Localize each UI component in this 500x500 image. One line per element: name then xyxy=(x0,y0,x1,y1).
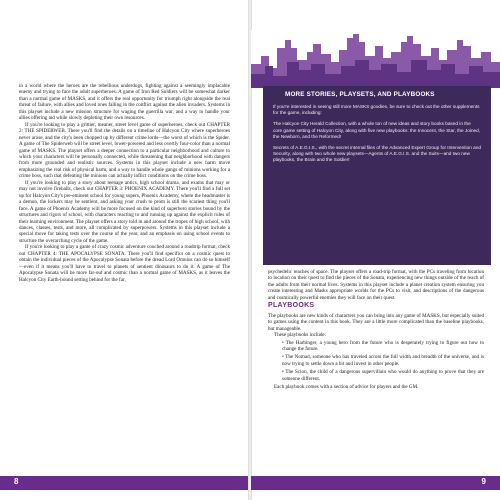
sidebar-paragraph: If you're interested in seeing still more MASKS goodies, be sure to check out the other supplements for the game, including: xyxy=(273,104,480,116)
paragraph: If you're looking to play a game of crazy cosmic adventure couched around a roadtrip format, check out CHAPTER 4: THE APOCALYPSE SONATA. There you'll find specifics on a cosmic quest to obtain the individual pieces of the Apocalypse Sonata before the dread Lord Omnius can do so himself—even if it means you'll have to travel to planets of sentient dinosaurs to do it. A game of The Apocalypse Sonata will be more far-out and cosmic than a normal game of MASKS, as it leaves the Halcyon City Earth-bound setting behind for the far, xyxy=(19,244,230,283)
paragraph: Each playbook comes with a section of advice for players and the GM. xyxy=(274,384,419,391)
paragraph: The playbooks are new kinds of characters you can bring into any game of MASKS, but especially suited to games using the content in this book. They are a little more complicated than the baseline playbooks, but manageable. xyxy=(268,312,484,332)
list-item: • The Scion, the child of a dangerous supervillain who would do anything to prove that they are someone different. xyxy=(282,369,484,382)
right-body-text xyxy=(268,269,484,391)
list-item: • The Nomad, someone who has traveled across the full width and breadth of the universe, and is now trying to settle down a bit and invest in other people. xyxy=(282,354,484,367)
page-number: 9 xyxy=(481,477,486,486)
list-item: • The Harbinger, a young hero from the future who is desperately trying to figure out how to change the future. xyxy=(282,339,484,352)
paragraph: in a world where the heroes are the rebellious underdogs, fighting against a seemingly implacable enemy and trying to face the adult superheroes. A game of Iron Red Soldiers will be somewhat darker than a normal game of MASKS, and it offers the real opportunity for triumph right alongside the real threat of failure, with allies and loved ones falling in the conflict against the alien invaders. Systems in this playset include a new mission structure for waging the guerrilla war, and a way to handle your allies offering aid while slowly depleting their own resources. xyxy=(19,83,230,122)
left-page xyxy=(0,0,249,500)
paragraph: psychedelic reaches of space. The playset offers a road-trip format, with the PCs traveling from location to location on their quest to find the pieces of the Sonata, experiencing new things outside of the reach of the adults from their normal lives. Systems in this playset include a planet creation system ensuring you create interesting and Masks appropriate worlds for the PCs to visit, and descriptions of the dangerous and cosmically powerful enemies they will face on their quest. xyxy=(268,269,484,301)
sidebar-box xyxy=(263,86,491,265)
page-footer-bar xyxy=(0,476,249,490)
paragraph: These playbooks include: xyxy=(274,332,327,339)
right-page xyxy=(251,0,500,500)
paragraph: If you're looking to play a story about teenage antics, high school drama, and exams that may or may not involve fireballs, check out CHAPTER 3: PHOENIX ACADEMY. There you'll find a full set up for Halcyon City's pre-eminent school for young supers, Phoenix Academy, where the headmaster is a demon, the lockers may be sentient, and asking your crush to prom is still the scariest thing you'll face. A game of Phoenix Academy will be more focused on the kind of superhero stories bound by the structures and rigors of school, with characters reacting to and running up against the explicit rules of their learning environment. The playset offers a story told in and around the tropes of high school, with dances, classes, tests, and more, all complicated by superpowers. Systems in this playset include a special move for taking tests over the course of the year, and an emphasis on using school events to structure the overarching cycle of the game. xyxy=(19,179,230,244)
section-heading-playbooks: PLAYBOOKS xyxy=(268,302,315,310)
page-number: 8 xyxy=(14,477,19,486)
sidebar-body xyxy=(273,104,481,169)
paragraph: If you're looking to play a grittier, meaner, street level game of superheroes, check out CHAPTER 2: THE SPIDERWEB. There you'll find the details on a timeline of Halcyon City where superheroes never arose, and the city's been chopped up by different crime lords—the worst of which is the Spider. A game of The Spiderweb will be street level, lower-powered and less overtly four-color than a normal game of MASKS. The playset offers a deeper connection to a particular neighborhood and culture to which your characters will be personally connected, while threatening that neighborhood with dangers from more grounded and realistic sources. Systems in this playset include a new harm move emphasizing the real risk of physical harm, and a way to handle whole gangs of minions working for a crime boss, such that defeating the minions can actually inflict conditions on the crime boss. xyxy=(19,121,230,180)
city-skyline-illustration xyxy=(251,30,500,88)
playbook-list xyxy=(268,340,484,383)
sidebar-title: MORE STORIES, PLAYSETS, AND PLAYBOOKS xyxy=(285,91,435,98)
page-footer-bar xyxy=(251,476,500,490)
sidebar-paragraph: Secrets of A.E.G.I.S., with the secret internal files of the Advanced Expert Group for Intervention and Security, along with two whole new playsets—Agents of A.E.G.I.S. and the Suits—and two new playbooks, the Brain and the Soldier! xyxy=(273,145,481,163)
sidebar-paragraph: The Halcyon City Herald Collection, with a whole ton of new ideas and story books based in the core game setting of Halcyon City, along with five new playbooks: the Innocent, the Star, the Joined, the Newborn, and the Reformed! xyxy=(273,121,481,139)
left-body-text xyxy=(19,83,230,283)
